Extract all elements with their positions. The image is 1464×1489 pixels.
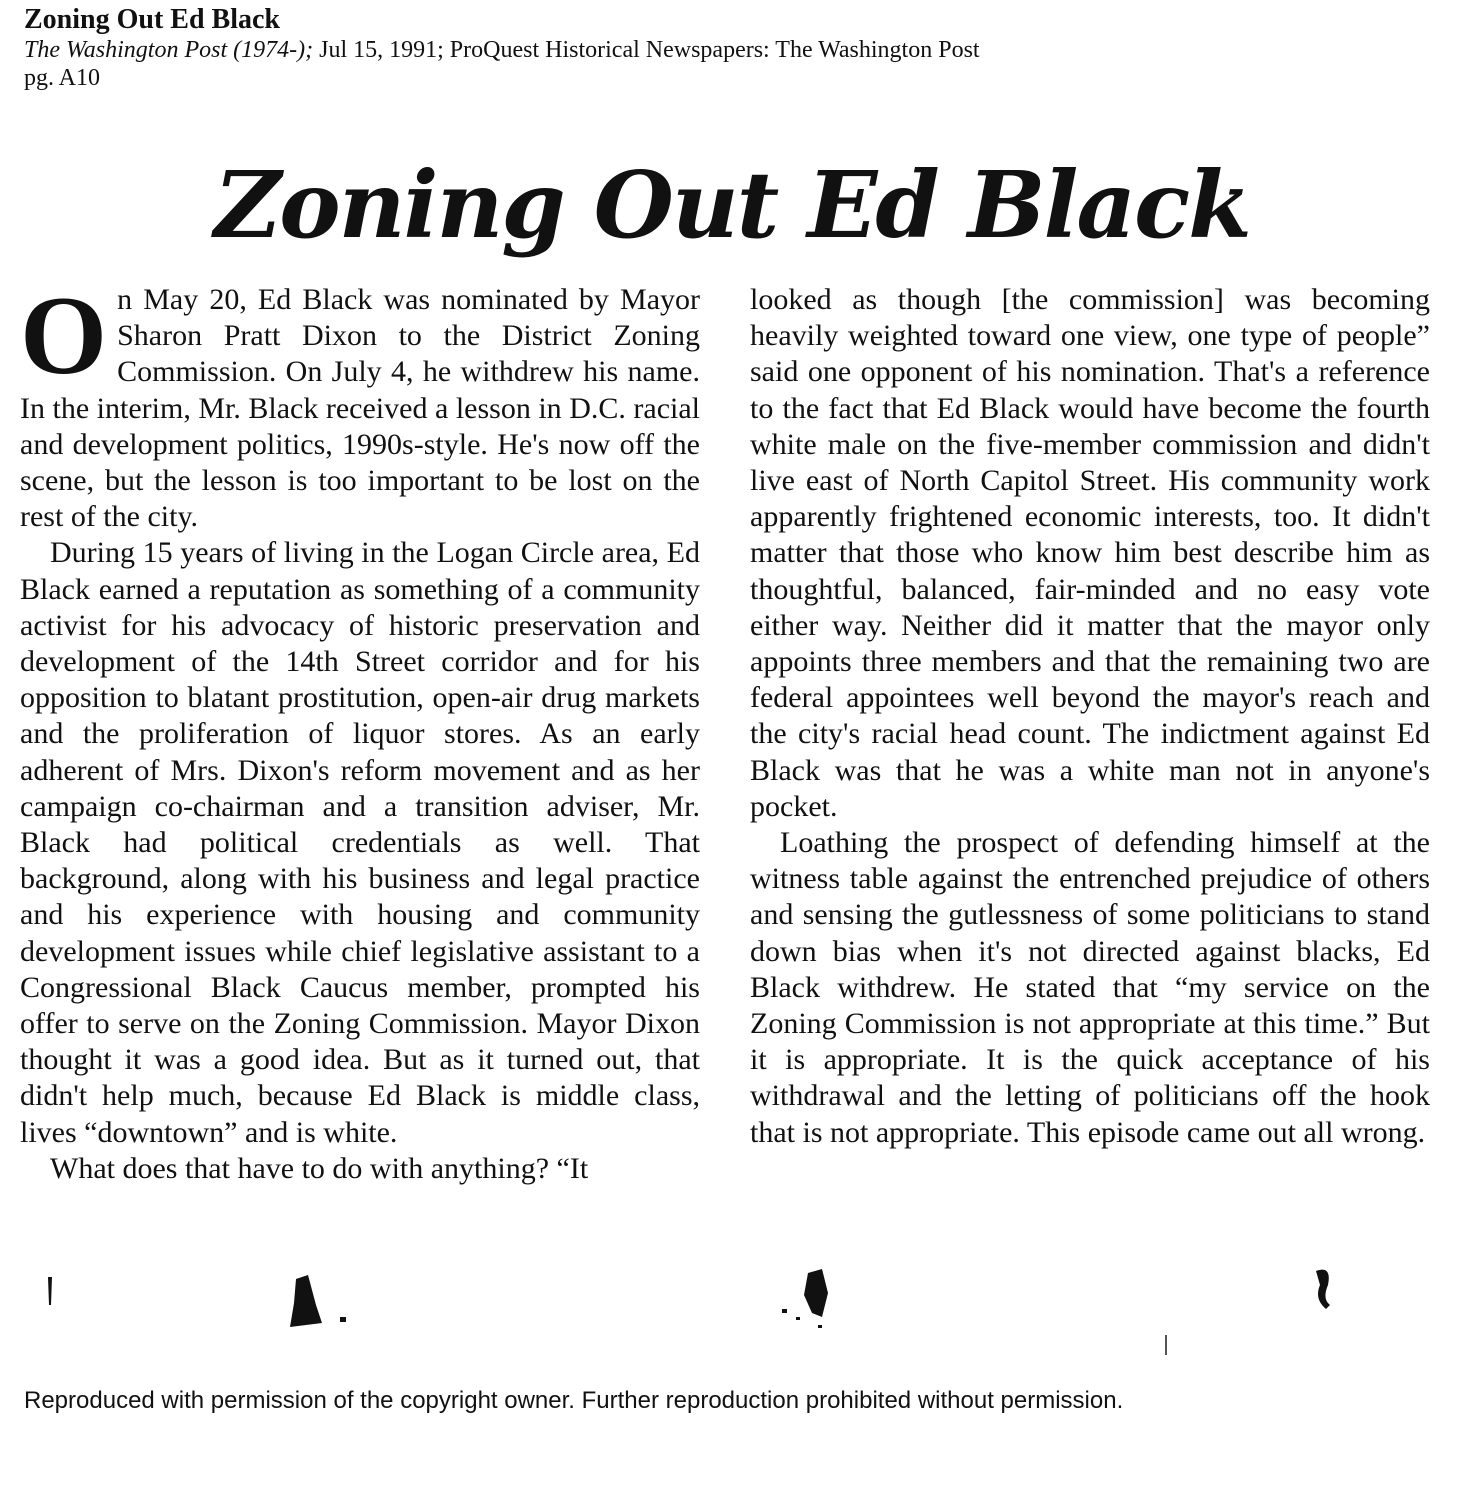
article-paragraph: During 15 years of living in the Logan Circle area, Ed Black earned a reputation as something of a community activist for his advocacy of historic preservation and development of the 14th Street corridor and for his opposition to blatant prostitution, open-air drug markets and the proliferation of liquor stores. As an early adherent of Mrs. Dixon's reform movement and as her campaign co-chairman and a transition adviser, Mr. Black had political credentials as well. That background, along with his business and legal practice and his experience with housing and community development issues while chief legislative assistant to a Congressional Black Caucus member, prompted his offer to serve on the Zoning Commission. Mayor Dixon thought it was a good idea. But as it turned out, that didn't help much, because Ed Black is middle class, lives “downtown” and is white. xyxy=(20,536,700,1149)
ink-speck xyxy=(1316,1270,1330,1309)
article-paragraph: looked as though [the commission] was becoming heavily weighted toward one view, one type of people” said one opponent of his nomination. That's a reference to the fact that Ed Black would have become the fourth white male on the five-member commission and didn't live east of North Capitol Street. His community work apparently frightened economic interests, too. It didn't matter that those who know him best describe him as thoughtful, balanced, fair-minded and no easy vote either way. Neither did it matter that the mayor only appoints three members and that the remaining two are federal appointees well beyond the mayor's reach and the city's racial head count. The indictment against Ed Black was that he was a white man not in anyone's pocket. xyxy=(750,283,1430,823)
article-column-left xyxy=(20,274,700,1187)
citation-details: Jul 15, 1991; ProQuest Historical Newspapers: The Washington Post xyxy=(313,37,980,63)
article-paragraph: What does that have to do with anything? “It xyxy=(50,1151,589,1185)
article-headline: Zoning Out Ed Black xyxy=(214,151,1250,259)
ink-speck xyxy=(48,1277,52,1305)
article-column-right xyxy=(750,282,1430,1151)
paragraph-text: n May 20, Ed Black was nominated by Mayor Sharon Pratt Dixon to the District Zoning Commission. On July 4, he withdrew his name. In the interim, Mr. Black received a lesson in D.C. racial and development politics, 1990s-style. He's now off the scene, but the lesson is too important to be lost on the rest of the city. xyxy=(20,283,700,534)
ink-speck xyxy=(1165,1335,1167,1355)
copyright-notice: Reproduced with permission of the copyright owner. Further reproduction prohibited without permission. xyxy=(24,1387,1124,1414)
drop-cap: O xyxy=(20,274,108,398)
citation-page: pg. A10 xyxy=(24,65,101,91)
citation-publication: The Washington Post (1974-); xyxy=(24,37,314,63)
citation-header xyxy=(24,4,1444,92)
article-paragraph: Loathing the prospect of defending himself at the witness table against the entrenched prejudice of others and sensing the gutlessness of some politicians to stand down bias when it's not directed against blacks, Ed Black withdrew. He stated that “my service on the Zoning Commission is not appropriate at this time.” But it is appropriate. It is the quick acceptance of his withdrawal and the letting of politicians off the hook that is not appropriate. This episode came out all wrong. xyxy=(750,826,1430,1149)
citation-title: Zoning Out Ed Black xyxy=(24,4,280,35)
ink-speck xyxy=(340,1317,346,1322)
ink-speck xyxy=(290,1275,322,1327)
ink-speck xyxy=(804,1269,828,1317)
citation-source-line xyxy=(24,36,1444,64)
article-paragraph xyxy=(20,274,700,535)
scan-artifacts xyxy=(0,1265,1464,1365)
